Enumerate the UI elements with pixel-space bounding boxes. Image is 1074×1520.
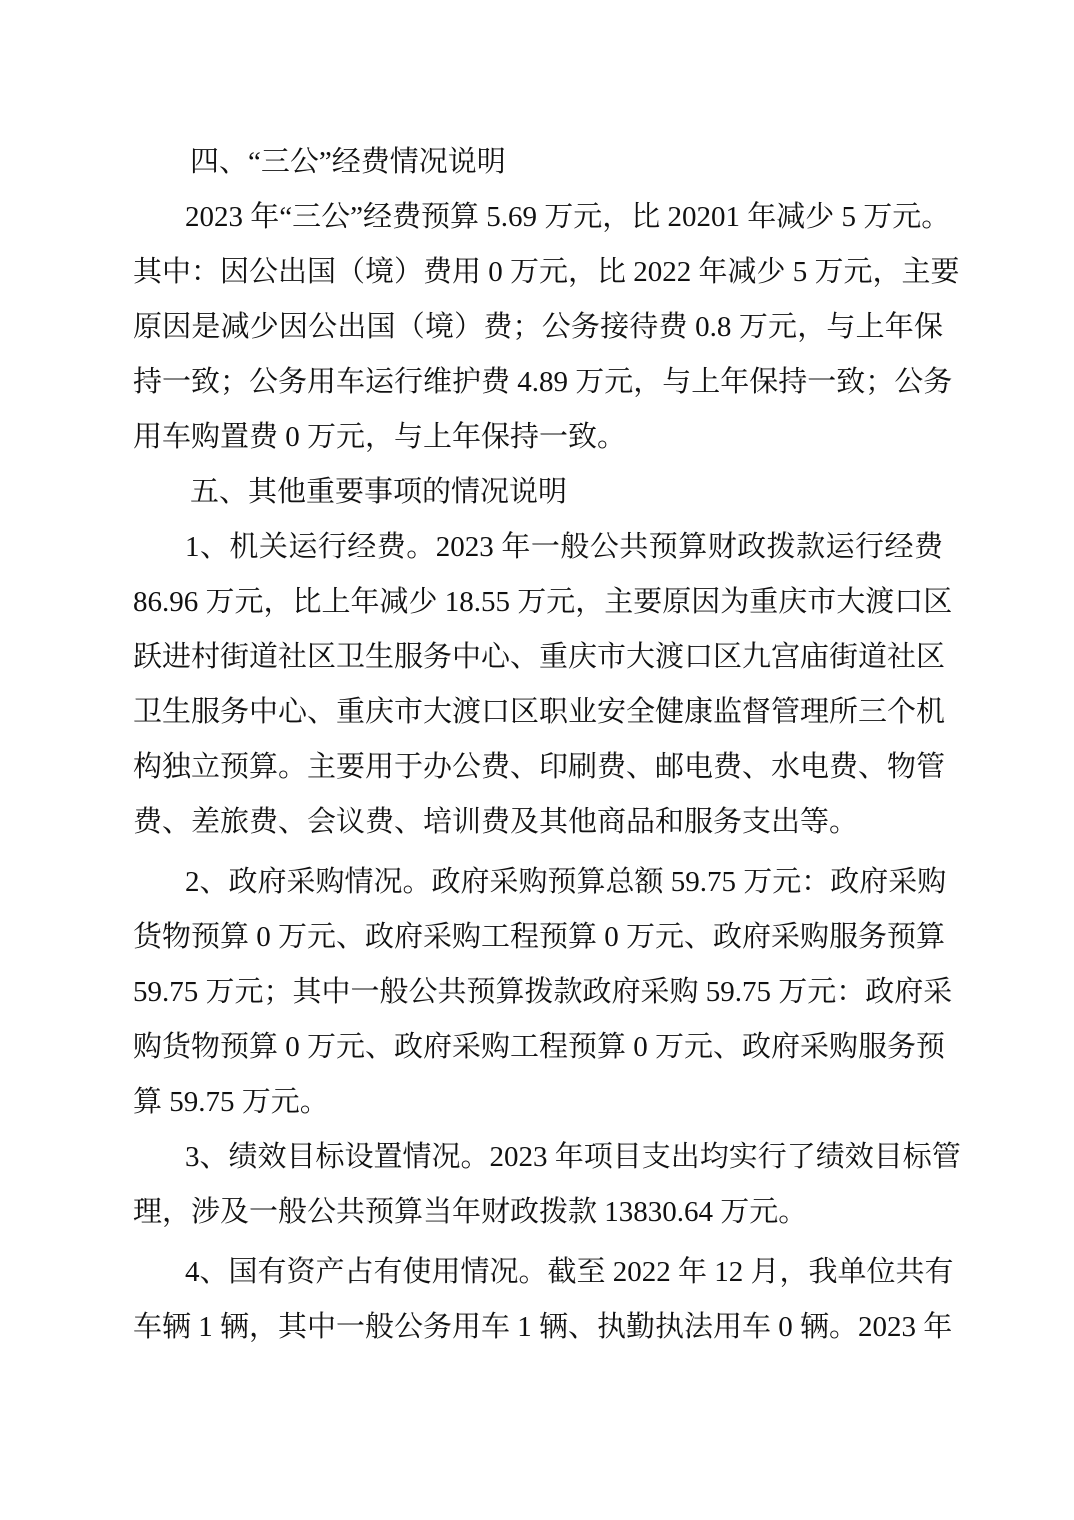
paragraph-line: 2023 年“三公”经费预算 5.69 万元，比 20201 年减少 5 万元。 xyxy=(185,201,951,233)
paragraph-line: 原因是减少因公出国（境）费；公务接待费 0.8 万元，与上年保 xyxy=(133,311,943,343)
paragraph-line: 用车购置费 0 万元，与上年保持一致。 xyxy=(133,421,627,453)
paragraph-line: 持一致；公务用车运行维护费 4.89 万元，与上年保持一致；公务 xyxy=(133,366,953,398)
paragraph-line: 算 59.75 万元。 xyxy=(133,1086,329,1118)
paragraph-line: 构独立预算。主要用于办公费、印刷费、邮电费、水电费、物管 xyxy=(133,751,946,783)
paragraph-line: 59.75 万元；其中一般公共预算拨款政府采购 59.75 万元：政府采 xyxy=(133,976,953,1008)
paragraph-line: 3、绩效目标设置情况。2023 年项目支出均实行了绩效目标管 xyxy=(185,1141,961,1173)
section-heading: 五、其他重要事项的情况说明 xyxy=(190,476,568,508)
paragraph-line: 4、国有资产占有使用情况。截至 2022 年 12 月，我单位共有 xyxy=(185,1256,954,1288)
paragraph-line: 86.96 万元，比上年减少 18.55 万元，主要原因为重庆市大渡口区 xyxy=(133,586,953,618)
paragraph-line: 1、机关运行经费。2023 年一般公共预算财政拨款运行经费 xyxy=(185,531,943,563)
paragraph-line: 其中：因公出国（境）费用 0 万元，比 2022 年减少 5 万元，主要 xyxy=(133,256,960,288)
paragraph-line: 跃进村街道社区卫生服务中心、重庆市大渡口区九宫庙街道社区 xyxy=(133,641,946,673)
section-heading: 四、“三公”经费情况说明 xyxy=(190,146,506,178)
paragraph-line: 费、差旅费、会议费、培训费及其他商品和服务支出等。 xyxy=(133,806,859,838)
paragraph-line: 车辆 1 辆，其中一般公务用车 1 辆、执勤执法用车 0 辆。2023 年 xyxy=(133,1311,953,1343)
paragraph-line: 卫生服务中心、重庆市大渡口区职业安全健康监督管理所三个机 xyxy=(133,696,946,728)
paragraph-line: 购货物预算 0 万元、政府采购工程预算 0 万元、政府采购服务预 xyxy=(133,1031,946,1063)
paragraph-line: 货物预算 0 万元、政府采购工程预算 0 万元、政府采购服务预算 xyxy=(133,921,946,953)
paragraph-line: 2、政府采购情况。政府采购预算总额 59.75 万元：政府采购 xyxy=(185,866,947,898)
paragraph-line: 理，涉及一般公共预算当年财政拨款 13830.64 万元。 xyxy=(133,1196,808,1228)
